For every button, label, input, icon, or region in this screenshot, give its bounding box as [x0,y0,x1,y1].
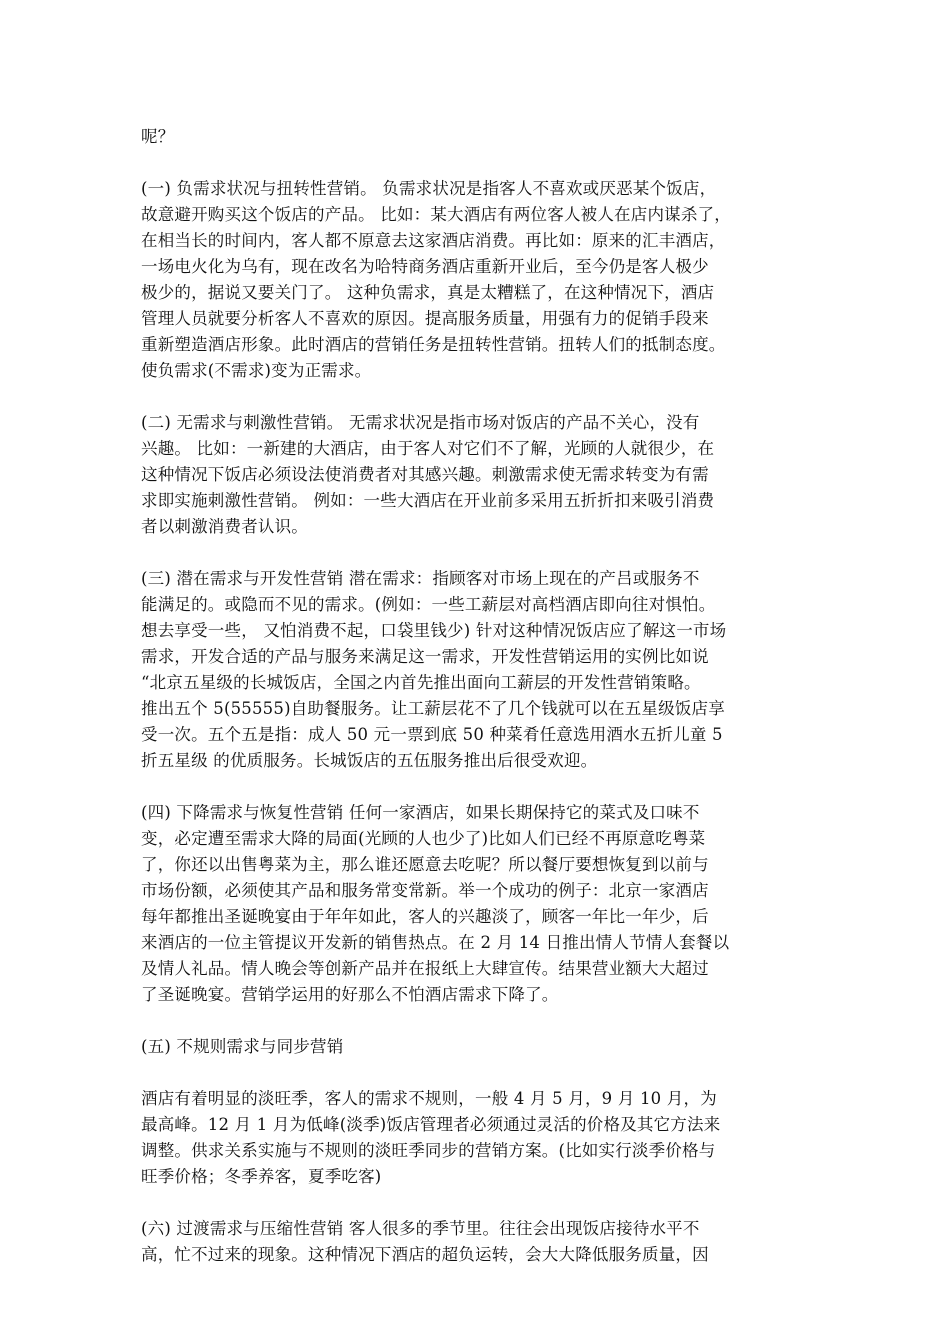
blank-line [141,540,821,566]
paragraph-line: 这种情况下饭店必须设法使消费者对其感兴趣。刺激需求使无需求转变为有需 [141,465,709,484]
blank-line [141,1060,821,1086]
paragraph [141,1086,821,1190]
blank-line [141,1008,821,1034]
paragraph-line: (六) 过渡需求与压缩性营销 客人很多的季节里。往往会出现饭店接待水平不 [141,1219,700,1238]
paragraph-line: “北京五星级的长城饭店，全国之内首先推出面向工薪层的开发性营销策略。 [141,673,701,692]
paragraph-line: 了，你还以出售粤菜为主，那么谁还愿意去吃呢？所以餐厅要想恢复到以前与 [141,855,709,874]
blank-line [141,384,821,410]
paragraph-line: 市场份额，必须使其产品和服务常变常新。举一个成功的例子：北京一家酒店 [141,881,709,900]
paragraph [141,410,821,540]
paragraph-line: 高，忙不过来的现象。这种情况下酒店的超负运转，会大大降低服务质量，因 [141,1245,709,1264]
paragraph-line: 折五星级 的优质服务。长城饭店的五伍服务推出后很受欢迎。 [141,751,598,770]
blank-line [141,150,821,176]
document-page [141,124,821,1268]
opening-line: 呢？ [141,127,175,146]
paragraph-line: 推出五个 5(55555)自助餐服务。让工薪层花不了几个钱就可以在五星级饭店享 [141,699,725,718]
paragraph [141,800,821,1008]
paragraph-line: (四) 下降需求与恢复性营销 任何一家酒店，如果长期保持它的菜式及口味不 [141,803,700,822]
paragraph [141,176,821,384]
paragraph-line: 及情人礼品。情人晚会等创新产品并在报纸上大肆宣传。结果营业额大大超过 [141,959,709,978]
paragraph-line: (五) 不规则需求与同步营销 [141,1037,344,1056]
paragraph-line: 故意避开购买这个饭店的产品。 比如：某大酒店有两位客人被人在店内谋杀了， [141,205,731,224]
paragraph-line: 兴趣。 比如：一新建的大酒店，由于客人对它们不了解，光顾的人就很少，在 [141,439,715,458]
paragraph-line: 重新塑造酒店形象。此时酒店的营销任务是扭转性营销。扭转人们的抵制态度。 [141,335,726,354]
paragraph-line: 变，必定遭至需求大降的局面(光顾的人也少了)比如人们已经不再原意吃粤菜 [141,829,706,848]
paragraph-line: 最高峰。12 月 1 月为低峰(淡季)饭店管理者必须通过灵活的价格及其它方法来 [141,1115,721,1134]
paragraph-line: 管理人员就要分析客人不喜欢的原因。提高服务质量，用强有力的促销手段来 [141,309,709,328]
paragraph-line: (三) 潜在需求与开发性营销 潜在需求：指顾客对市场上现在的产吕或服务不 [141,569,700,588]
paragraph-line: 来酒店的一位主管提议开发新的销售热点。在 2 月 14 日推出情人节情人套餐以 [141,933,730,952]
paragraph-line: 在相当长的时间内，客人都不原意去这家酒店消费。再比如：原来的汇丰酒店， [141,231,726,250]
paragraph-line: 旺季价格；冬季养客，夏季吃客) [141,1167,382,1186]
paragraph-line: (一) 负需求状况与扭转性营销。 负需求状况是指客人不喜欢或厌恶某个饭店， [141,179,717,198]
blank-line [141,774,821,800]
paragraph-line: 使负需求(不需求)变为正需求。 [141,361,372,380]
paragraph-line: 者以刺激消费者认识。 [141,517,308,536]
paragraph-line: 受一次。五个五是指：成人 50 元一票到底 50 种菜肴任意选用酒水五折儿童 5 [141,725,723,744]
paragraph-line: 极少的，据说又要关门了。 这种负需求，真是太糟糕了，在这种情况下，酒店 [141,283,715,302]
paragraph-line: (二) 无需求与刺激性营销。 无需求状况是指市场对饭店的产品不关心，没有 [141,413,700,432]
paragraph [141,1216,821,1268]
paragraph-line: 求即实施刺激性营销。 例如：一些大酒店在开业前多采用五折折扣来吸引消费 [141,491,715,510]
paragraph-line: 想去享受一些， 又怕消费不起，口袋里钱少) 针对这种情况饭店应了解这一市场 [141,621,727,640]
paragraph [141,566,821,774]
paragraph-list [141,176,821,1268]
paragraph-line: 每年都推出圣诞晚宴由于年年如此，客人的兴趣淡了，顾客一年比一年少，后 [141,907,709,926]
paragraph-line: 能满足的。或隐而不见的需求。(例如：一些工薪层对高档酒店即向往对惧怕。 [141,595,716,614]
paragraph-line: 需求，开发合适的产品与服务来满足这一需求，开发性营销运用的实例比如说 [141,647,709,666]
blank-line [141,1190,821,1216]
paragraph-line: 酒店有着明显的淡旺季，客人的需求不规则，一般 4 月 5 月，9 月 10 月，为 [141,1089,717,1108]
paragraph [141,1034,821,1060]
paragraph-line: 了圣诞晚宴。营销学运用的好那么不怕酒店需求下降了。 [141,985,559,1004]
paragraph-line: 一场电火化为乌有，现在改名为哈特商务酒店重新开业后，至今仍是客人极少 [141,257,709,276]
paragraph-line: 调整。供求关系实施与不规则的淡旺季同步的营销方案。(比如实行淡季价格与 [141,1141,716,1160]
